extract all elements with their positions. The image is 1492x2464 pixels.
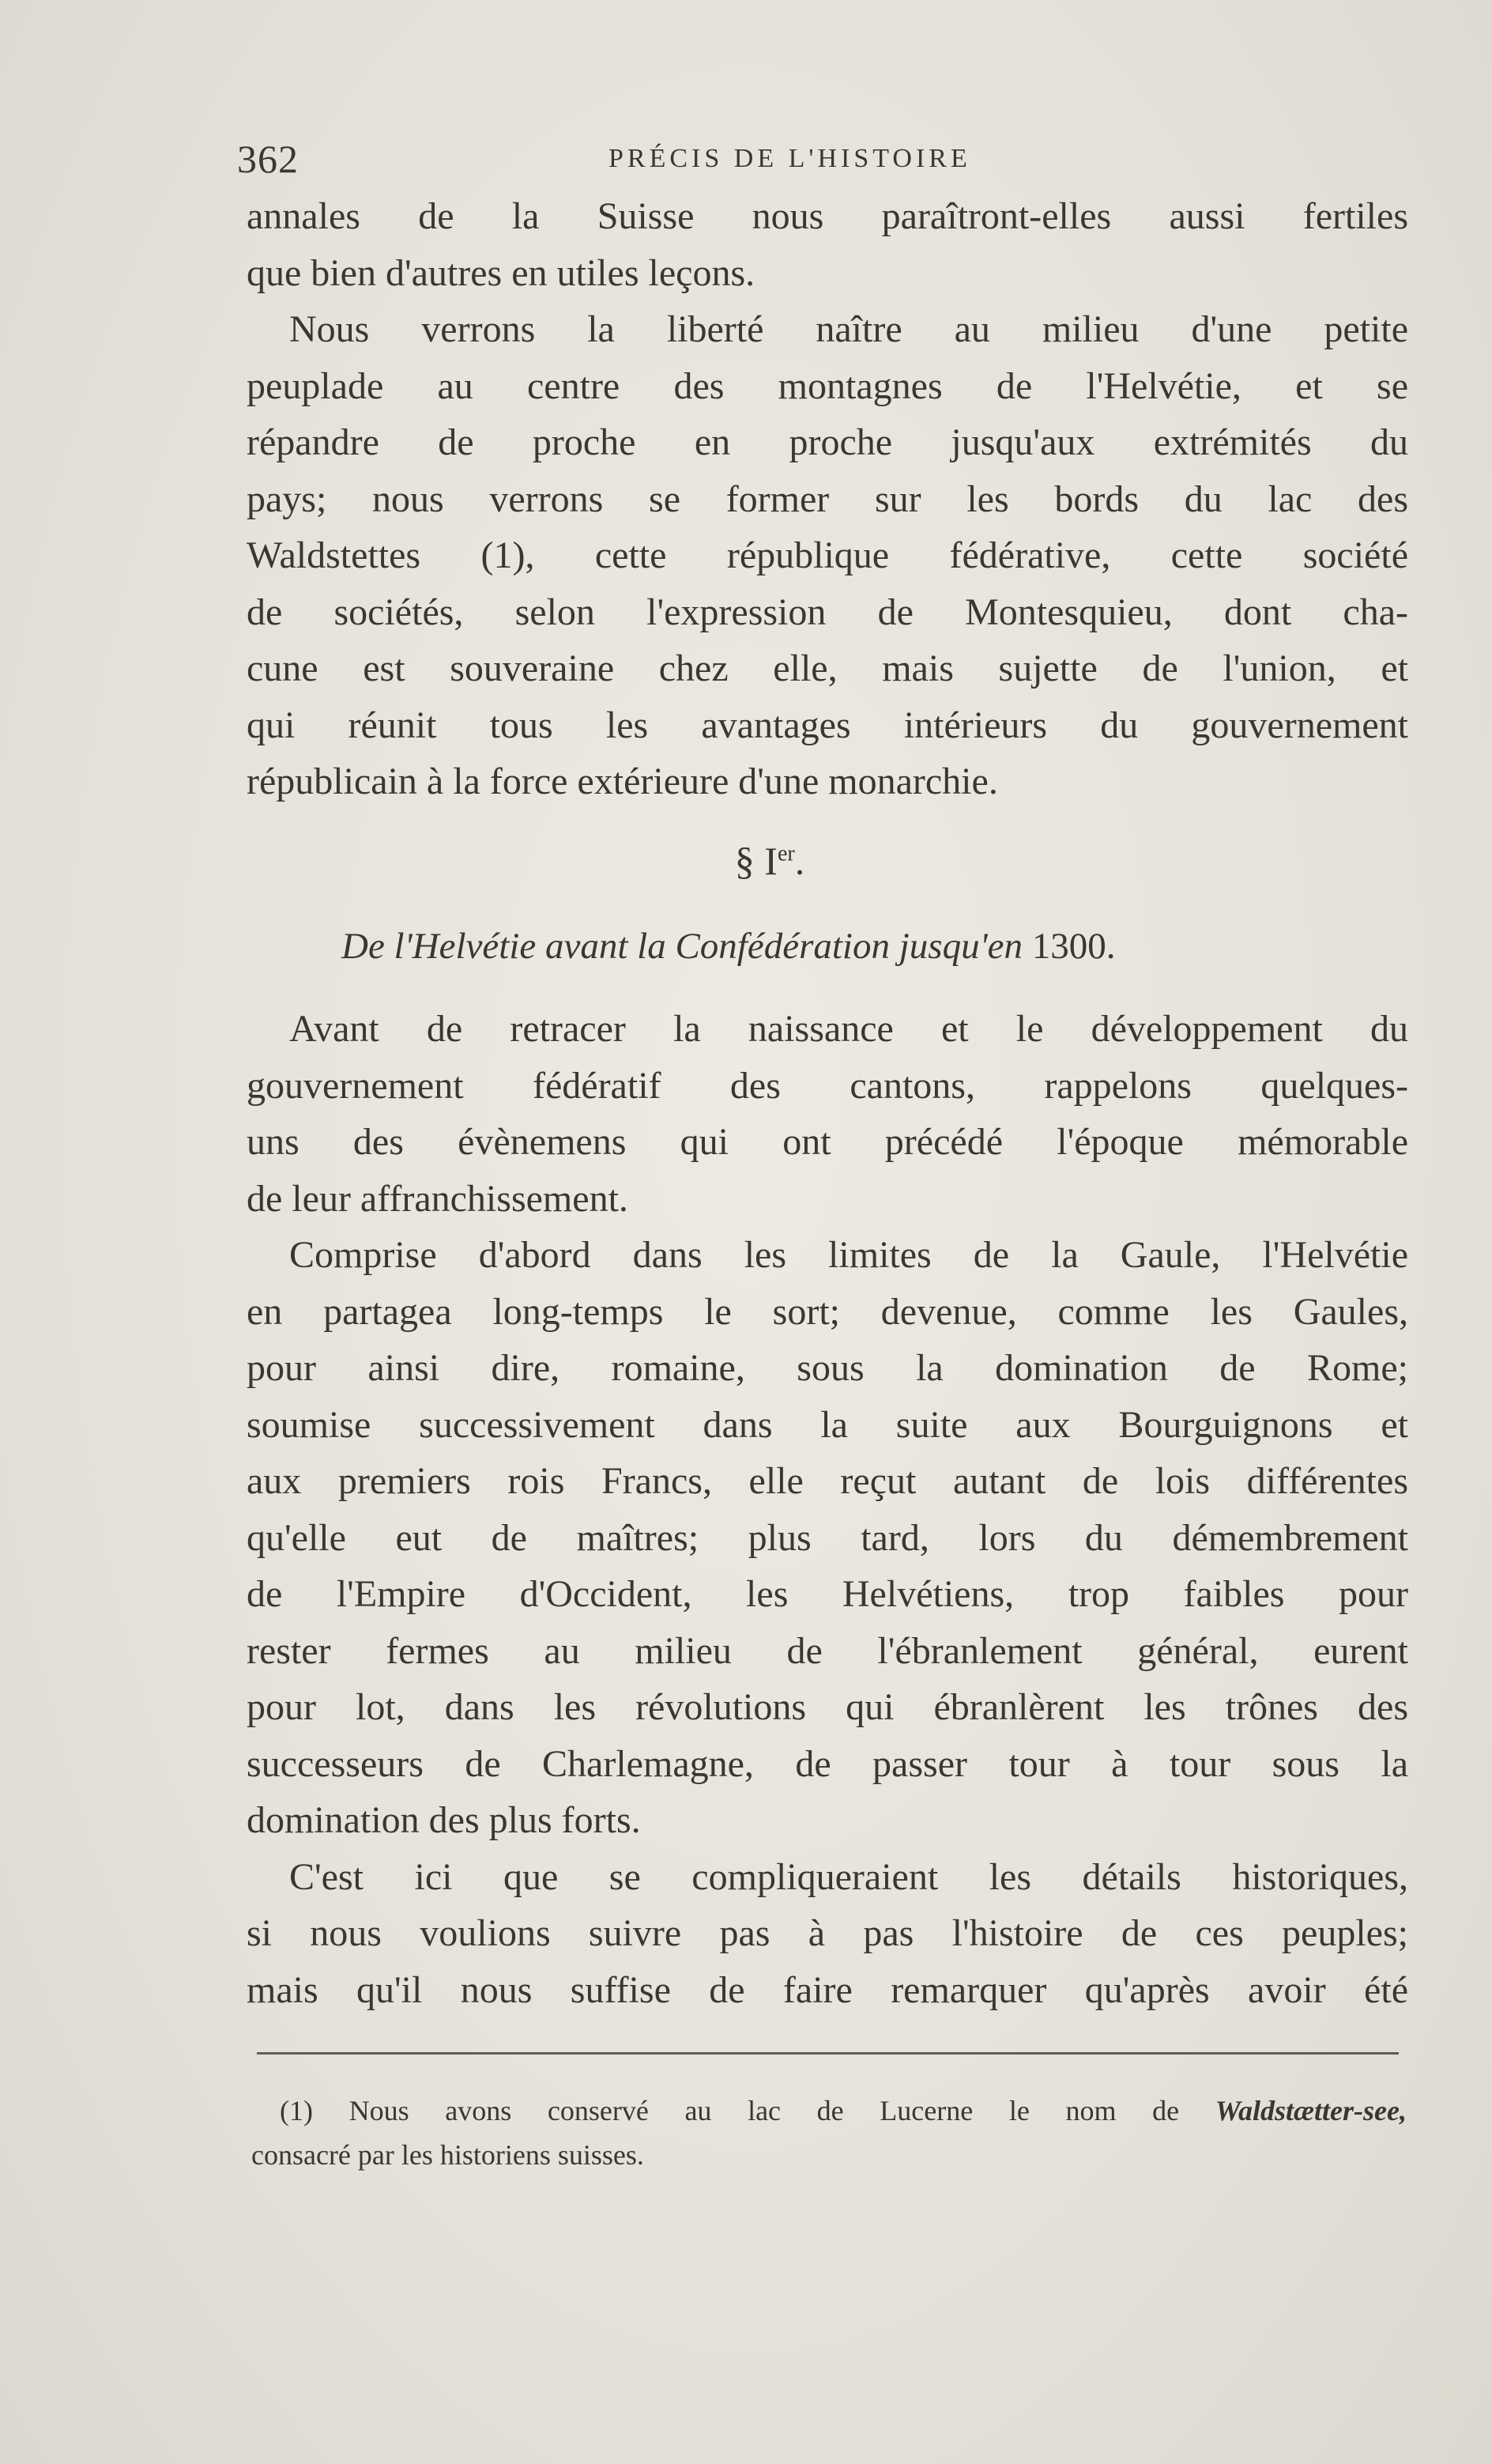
text-line: de sociétés, selon l'expression de Montesquieu, dont cha-	[247, 591, 1408, 633]
text-line: Waldstettes (1), cette république fédérative, cette société	[247, 534, 1408, 576]
section-title-text: De l'Helvétie avant la Confédération jusqu'en	[341, 926, 1023, 967]
section-title	[341, 925, 1116, 968]
text-line: de l'Empire d'Occident, les Helvétiens, trop faibles pour	[247, 1573, 1408, 1615]
running-title: PRÉCIS DE L'HISTOIRE	[608, 144, 971, 173]
text-line: Nous verrons la liberté naître au milieu d'une petite	[289, 308, 1408, 350]
text-line: rester fermes au milieu de l'ébranlement général, eurent	[247, 1629, 1408, 1672]
text-line: en partagea long-temps le sort; devenue, comme les Gaules,	[247, 1290, 1408, 1333]
section-number	[0, 838, 1492, 884]
text-line: pour lot, dans les révolutions qui ébranlèrent les trônes des	[247, 1686, 1408, 1728]
text-line: qui réunit tous les avantages intérieurs du gouvernement	[247, 704, 1408, 746]
text-line: répandre de proche en proche jusqu'aux extrémités du	[247, 421, 1408, 463]
page-number: 362	[237, 137, 299, 181]
text-line: successeurs de Charlemagne, de passer tour à tour sous la	[247, 1742, 1408, 1785]
footnote-rule	[257, 2052, 1399, 2055]
text-line: annales de la Suisse nous paraîtront-elles aussi fertiles	[247, 195, 1408, 237]
text-line: que bien d'autres en utiles leçons.	[247, 251, 755, 294]
footnote	[251, 2089, 1407, 2177]
footnote-text: (1) Nous avons conservé au lac de Lucerne le nom de	[280, 2095, 1180, 2126]
section-sign-text: § I	[734, 839, 778, 883]
text-line: C'est ici que se compliqueraient les détails historiques,	[289, 1855, 1408, 1898]
text-line: aux premiers rois Francs, elle reçut autant de lois différentes	[247, 1460, 1408, 1502]
section-title-year: 1300.	[1031, 926, 1116, 967]
text-line: peuplade au centre des montagnes de l'Helvétie, et se	[247, 364, 1408, 407]
text-line: gouvernement fédératif des cantons, rappelons quelques-	[247, 1064, 1408, 1107]
text-line: mais qu'il nous suffise de faire remarquer qu'après avoir été	[247, 1968, 1408, 2011]
footnote-line: consacré par les historiens suisses.	[251, 2139, 644, 2171]
text-line: domination des plus forts.	[247, 1799, 641, 1841]
section-body	[247, 1001, 1408, 2018]
text-line: Comprise d'abord dans les limites de la Gaule, l'Helvétie	[289, 1234, 1408, 1276]
text-line: Avant de retracer la naissance et le développement du	[289, 1008, 1408, 1050]
section-sign-end: .	[794, 839, 805, 883]
footnote-line	[251, 2089, 1407, 2133]
footnote-term: Waldstætter-see,	[1215, 2095, 1407, 2126]
text-line: soumise successivement dans la suite aux Bourguignons et	[247, 1403, 1408, 1446]
text-line: pour ainsi dire, romaine, sous la domination de Rome;	[247, 1347, 1408, 1389]
text-line: républicain à la force extérieure d'une monarchie.	[247, 760, 998, 802]
running-head	[237, 136, 1407, 183]
text-line: si nous voulions suivre pas à pas l'histoire de ces peuples;	[247, 1912, 1408, 1954]
intro-paragraphs	[247, 188, 1408, 810]
text-line: qu'elle eut de maîtres; plus tard, lors du démembrement	[247, 1516, 1408, 1559]
text-line: uns des évènemens qui ont précédé l'époque mémorable	[247, 1121, 1408, 1163]
text-line: de leur affranchissement.	[247, 1177, 628, 1220]
text-line: pays; nous verrons se former sur les bords du lac des	[247, 477, 1408, 520]
section-sign-sup: er	[777, 841, 795, 866]
text-line: cune est souveraine chez elle, mais sujette de l'union, et	[247, 647, 1408, 689]
